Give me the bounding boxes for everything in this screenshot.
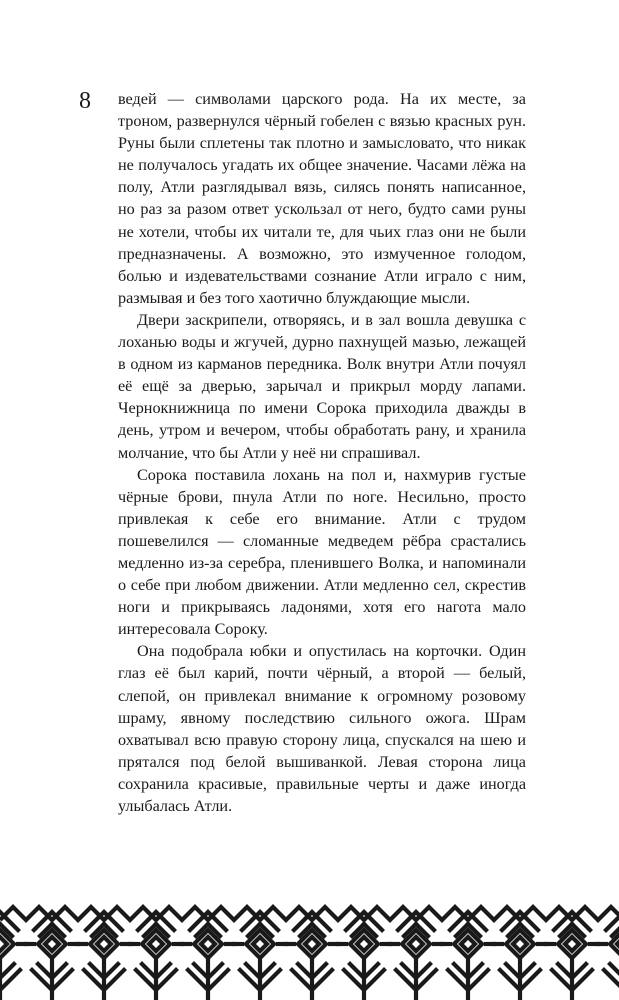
folk-embroidery-border-ornament xyxy=(0,900,619,1000)
paragraph: Двери заскрипели, отворяясь, и в зал вошла девушка с лоханью воды и жгучей, дурно пахнущей мазью, лежащей в одном из карманов передника. Волк внутри Атли почуял её ещё за дверью, зарычал и прикрыл морду лапами. Чернокнижница по имени Сорока приходила дважды в день, утром и вечером, чтобы обработать рану, и хранила молчание, что бы Атли у неё ни спрашивал. xyxy=(118,310,526,462)
paragraph: Сорока поставила лохань на пол и, нахмурив густые чёрные брови, пнула Атли по ноге. Несильно, просто привлекая к себе его внимание. Атли с трудом пошевелился — сломанные медведем рёбра срастались медленно из-за серебра, пленившего Волка, и напоминали о себе при любом движении. Атли медленно сел, скрестив ноги и прикрываясь ладонями, хотя его нагота мало интересовала Сороку. xyxy=(118,465,526,639)
paragraph: Она подобрала юбки и опустилась на корточки. Один глаз её был карий, почти чёрный, а второй — белый, слепой, он привлекал внимание к огромному розовому шраму, явному последствию сильного ожога. Шрам охватывал всю правую сторону лица, спускался на шею и прятался под белой вышиванкой. Левая сторона лица сохранила красивые, правильные черты и даже иногда улыбалась Атли. xyxy=(118,642,526,815)
paragraph: ведей — символами царского рода. На их месте, за троном, развернулся чёрный гобелен с вязью красных рун. Руны были сплетены так плотно и замысловато, что никак не получалось угадать их общее значение. Часами лёжа на полу, Атли разглядывал вязь, силясь понять написанное, но раз за разом ответ ускользал от него, будто сами руны не хотели, чтобы их читали те, для чьих глаз они не были предназначены. А возможно, это измученное голодом, болью и издевательствами сознание Атли играло с ним, размывая и без того хаотично блуждающие мысли. xyxy=(118,90,526,307)
body-text xyxy=(118,88,526,817)
page-number: 8 xyxy=(79,88,91,114)
